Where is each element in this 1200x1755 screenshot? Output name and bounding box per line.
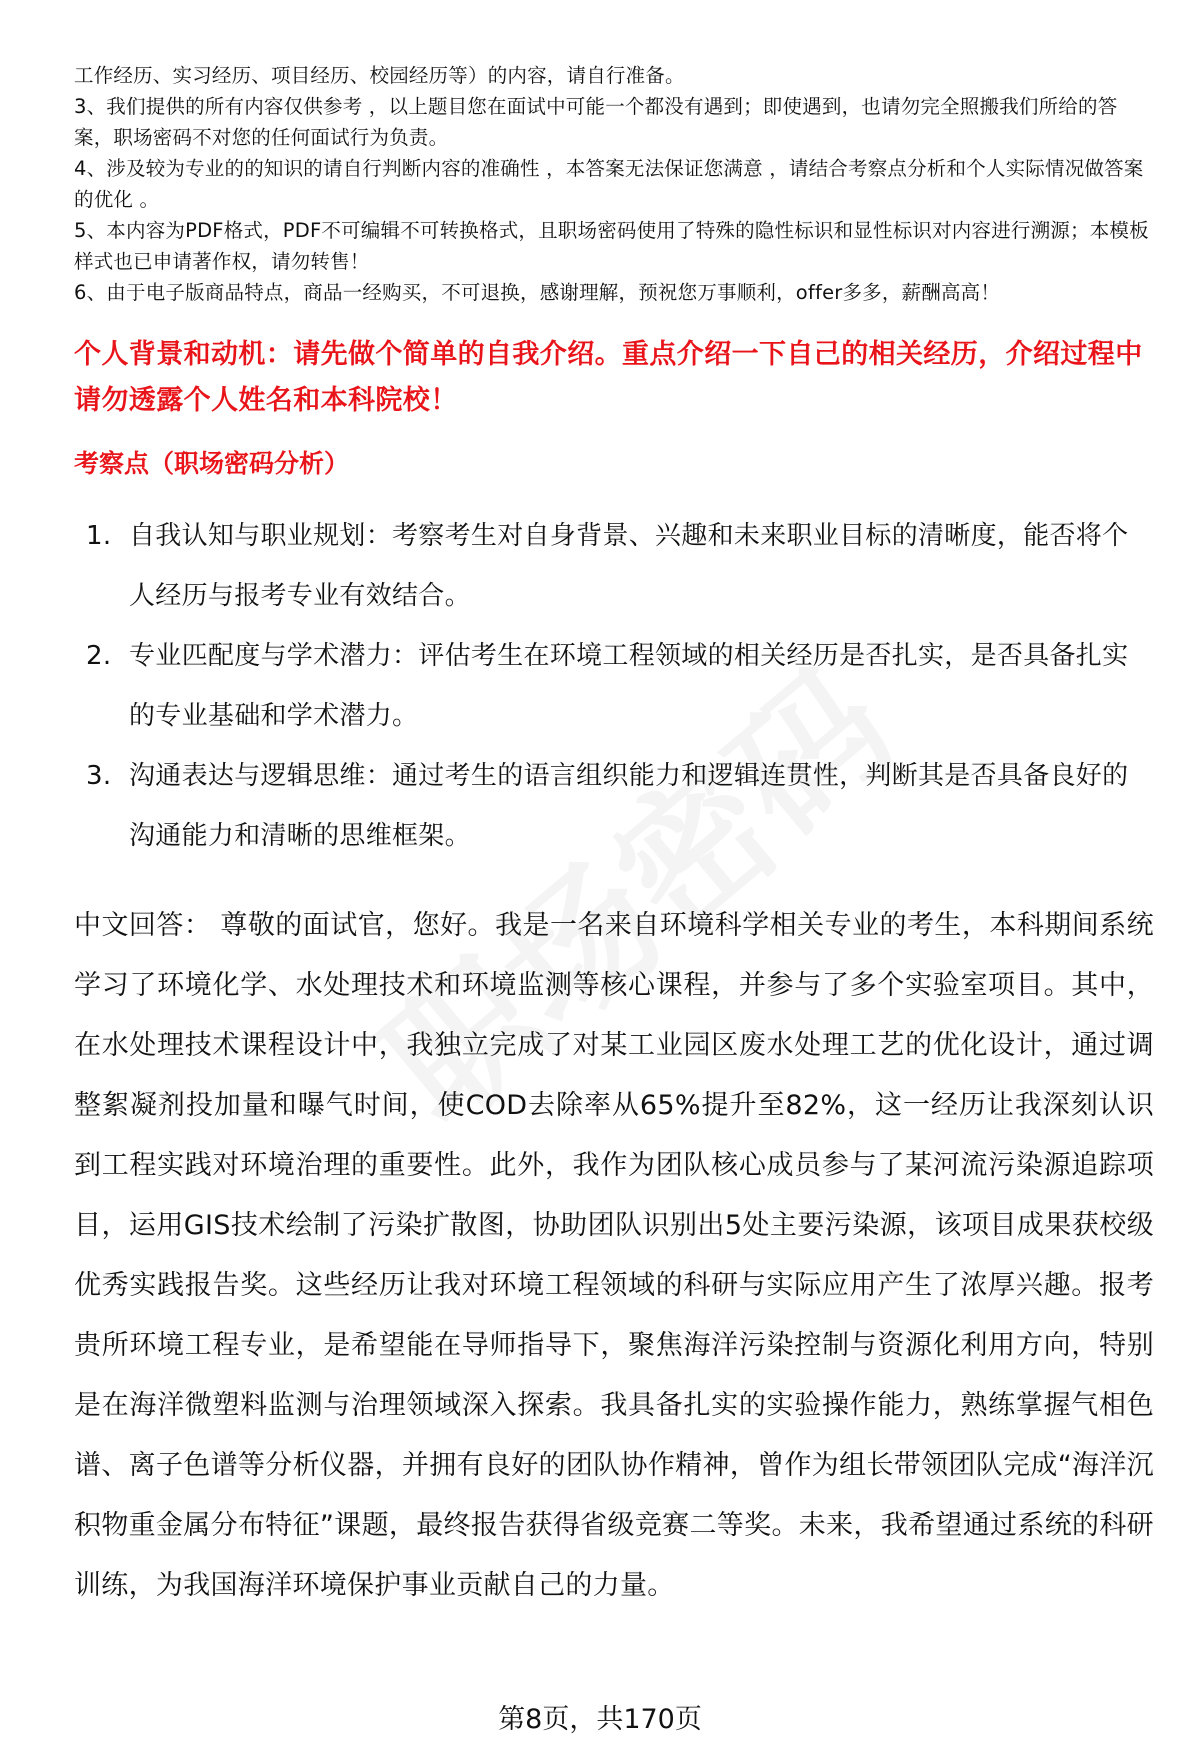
list-item (74, 626, 1154, 746)
note-line: 6、由于电子版商品特点，商品一经购买，不可退换，感谢理解，预祝您万事顺利，offer多多，薪酬高高！ (74, 281, 1001, 304)
point-text: 专业匹配度与学术潜力：评估考生在环境工程领域的相关经历是否扎实，是否具备扎实的专业基础和学术潜力。 (129, 641, 1129, 731)
document-page (74, 60, 1154, 1616)
answer-paragraph: 中文回答： 尊敬的面试官，您好。我是一名来自环境科学相关专业的考生，本科期间系统学习了环境化学、水处理技术和环境监测等核心课程，并参与了多个实验室项目。其中，在水处理技术课程设计中，我独立完成了对某工业园区废水处理工艺的优化设计，通过调整絮凝剂投加量和曝气时间，使COD去除率从65%提升至82%，这一经历让我深刻认识到工程实践对环境治理的重要性。此外，我作为团队核心成员参与了某河流污染源追踪项目，运用GIS技术绘制了污染扩散图，协助团队识别出5处主要污染源，该项目成果获校级优秀实践报告奖。这些经历让我对环境工程领域的科研与实际应用产生了浓厚兴趣。报考贵所环境工程专业，是希望能在导师指导下，聚焦海洋污染控制与资源化利用方向，特别是在海洋微塑料监测与治理领域深入探索。我具备扎实的实验操作能力，熟练掌握气相色谱、离子色谱等分析仪器，并拥有良好的团队协作精神，曾作为组长带领团队完成“海洋沉积物重金属分布特征”课题，最终报告获得省级竞赛二等奖。未来，我希望通过系统的科研训练，为我国海洋环境保护事业贡献自己的力量。 (74, 910, 1154, 1601)
note-line: 5、本内容为PDF格式，PDF不可编辑不可转换格式，且职场密码使用了特殊的隐性标识和显性标识对内容进行溯源；本模板样式也已申请著作权，请勿转售！ (74, 219, 1149, 273)
list-item (74, 506, 1154, 626)
analysis-points (74, 506, 1154, 866)
note-line: 4、涉及较为专业的的知识的请自行判断内容的准确性 ，本答案无法保证您满意 ，请结合考察点分析和个人实际情况做答案的优化 。 (74, 157, 1144, 211)
analysis-title: 考察点（职场密码分析） (74, 449, 350, 478)
point-text: 沟通表达与逻辑思维：通过考生的语言组织能力和逻辑连贯性，判断其是否具备良好的沟通能力和清晰的思维框架。 (129, 761, 1129, 851)
point-number: 1. (86, 521, 112, 551)
point-number: 2. (86, 641, 112, 671)
page-number: 第8页，共170页 (498, 1704, 702, 1735)
point-number: 3. (86, 761, 112, 791)
list-item (74, 746, 1154, 866)
notes-section (74, 60, 1154, 308)
question-heading: 个人背景和动机：请先做个简单的自我介绍。重点介绍一下自己的相关经历，介绍过程中请勿透露个人姓名和本科院校！ (74, 339, 1143, 416)
note-line: 3、我们提供的所有内容仅供参考 ，以上题目您在面试中可能一个都没有遇到；即使遇到，也请勿完全照搬我们所给的答案，职场密码不对您的任何面试行为负责。 (74, 95, 1118, 149)
note-line: 工作经历、实习经历、项目经历、校园经历等）的内容，请自行准备。 (74, 64, 685, 87)
point-text: 自我认知与职业规划：考察考生对自身背景、兴趣和未来职业目标的清晰度，能否将个人经历与报考专业有效结合。 (129, 521, 1129, 611)
